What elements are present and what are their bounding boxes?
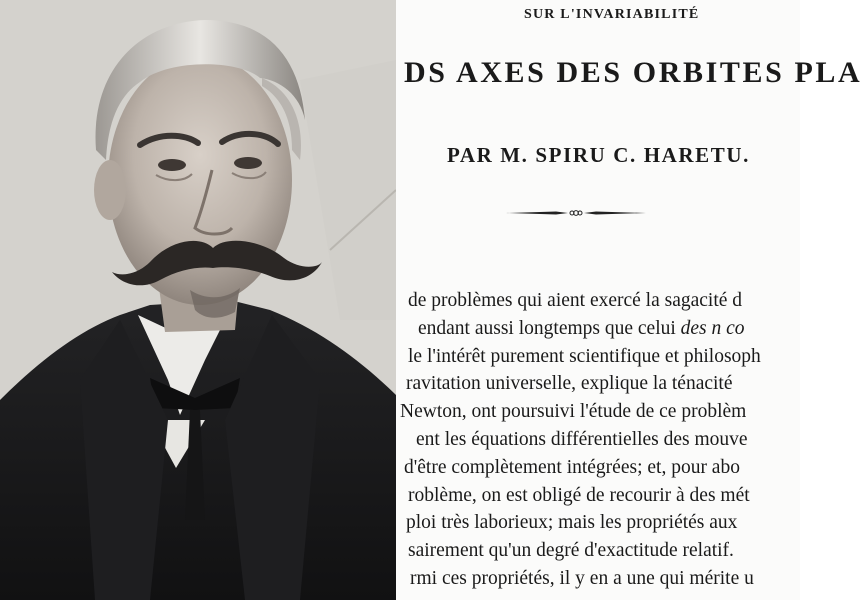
body-line xyxy=(396,398,800,426)
body-line xyxy=(396,315,800,343)
article-byline: PAR M. SPIRU C. HARETU. xyxy=(447,143,750,167)
body-line-text: le l'intérêt purement scientifique et philosoph xyxy=(408,345,761,367)
body-line xyxy=(396,343,800,371)
portrait-drawing xyxy=(0,0,396,600)
body-line-text: ravitation universelle, explique la ténacité xyxy=(406,373,733,395)
body-line-text: endant aussi longtemps que celui xyxy=(418,317,681,339)
body-line-text: sairement qu'un degré d'exactitude relatif. xyxy=(408,540,734,562)
body-line xyxy=(396,287,800,315)
article-body xyxy=(396,287,800,593)
body-line xyxy=(396,454,800,482)
article-page xyxy=(396,0,862,600)
body-line-text: ent les équations différentielles des mouve xyxy=(416,428,748,450)
article-kicker: SUR L'INVARIABILITÉ xyxy=(524,7,700,22)
body-line xyxy=(396,426,800,454)
body-line xyxy=(396,537,800,565)
body-line-text: roblème, on est obligé de recourir à des mét xyxy=(408,484,750,506)
portrait-photo xyxy=(0,0,396,600)
body-line-text: de problèmes qui aient exercé la sagacité d xyxy=(408,290,743,311)
body-line-text: rmi ces propriétés, il y en a une qui mérite u xyxy=(410,567,754,589)
body-line-text: ploi très laborieux; mais les propriétés aux xyxy=(406,512,738,534)
body-line-text: d'être complètement intégrées; et, pour abo xyxy=(404,456,740,478)
body-line xyxy=(396,370,800,398)
body-line xyxy=(396,509,800,537)
body-line xyxy=(396,565,800,593)
article-title: DS AXES DES ORBITES PLA xyxy=(404,56,862,89)
body-line-text: Newton, ont poursuivi l'étude de ce problèm xyxy=(400,401,747,423)
body-line-italic: des n co xyxy=(680,317,745,339)
body-line xyxy=(396,482,800,510)
ornament-divider-icon xyxy=(506,206,646,220)
